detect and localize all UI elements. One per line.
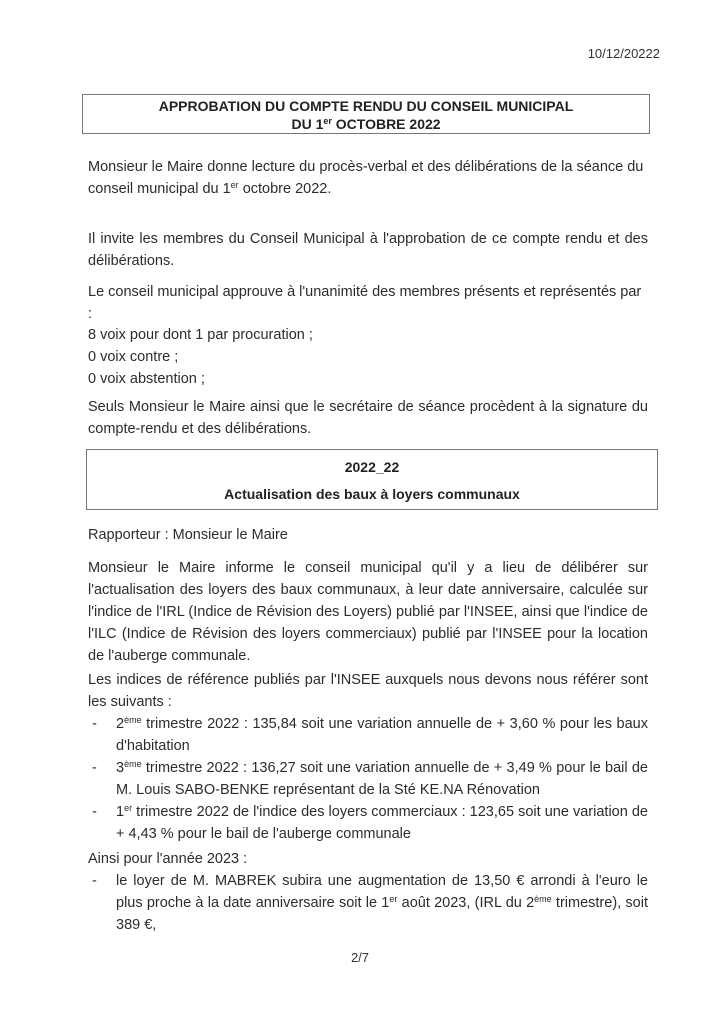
deliberation-subject: Actualisation des baux à loyers communaux [224, 486, 520, 502]
text: 3 [116, 760, 125, 776]
vote-abstention: 0 voix abstention ; [88, 371, 205, 387]
text: le loyer de M. MABREK subira une augmentation de 13,50 € arrondi à l'euro le plus proche à la date anniversaire soit le 1 [116, 873, 648, 911]
text: trimestre 2022 : 135,84 soit une variation annuelle de + 3,60 % pour les baux d'habitation [116, 716, 648, 754]
vote-against: 0 voix contre ; [88, 349, 179, 365]
paragraph-approval: Le conseil municipal approuve à l'unanimité des membres présents et représentés par : [88, 284, 642, 322]
paragraph-line: Monsieur le Maire donne lecture du procès-verbal et des délibérations de la séance du [88, 159, 644, 175]
rent-list [88, 870, 648, 936]
text: conseil municipal du 1 [88, 181, 231, 197]
paragraph-invitation: Il invite les membres du Conseil Municipal à l'approbation de ce compte rendu et des délibérations. [88, 231, 648, 269]
vote-list [88, 324, 648, 390]
title-text: OCTOBRE 2022 [331, 116, 441, 132]
text: trimestre 2022 : 136,27 soit une variation annuelle de + 3,49 % pour le bail de M. Louis SABO-BENKE représentant de la Sté KE.NA Rénovation [116, 760, 648, 798]
superscript: ème [124, 715, 142, 725]
text: août 2023, (IRL du 2 [397, 895, 535, 911]
index-item [88, 757, 648, 801]
section-title-line1: APPROBATION DU COMPTE RENDU DU CONSEIL MUNICIPAL [158, 98, 574, 114]
title-text: DU 1 [291, 116, 324, 132]
deliberation-number: 2022_22 [344, 459, 400, 475]
dash-bullet: - [92, 760, 97, 776]
deliberation-header-box [86, 449, 658, 510]
dash-bullet: - [92, 716, 97, 732]
superscript: ème [534, 894, 552, 904]
text: 1 [116, 804, 125, 820]
text: trimestre), soit 389 €, [116, 895, 648, 933]
dash-bullet: - [92, 804, 97, 820]
rent-item [88, 870, 648, 936]
section-title-box [82, 94, 650, 134]
paragraph-line [88, 178, 648, 200]
text: 2 [116, 716, 125, 732]
section-title-line2 [83, 115, 649, 133]
indices-list [88, 713, 648, 845]
index-item [88, 713, 648, 757]
paragraph-lecture [88, 156, 648, 200]
paragraph-year-2023: Ainsi pour l'année 2023 : [88, 851, 248, 867]
superscript: er [230, 180, 239, 190]
title-superscript: er [323, 116, 332, 126]
paragraph-signature: Seuls Monsieur le Maire ainsi que le secrétaire de séance procèdent à la signature du compte-rendu et des délibérations. [88, 399, 648, 437]
superscript: ème [124, 759, 142, 769]
paragraph-indices-intro: Les indices de référence publiés par l'INSEE auxquels nous devons nous référer sont les suivants : [88, 672, 648, 710]
superscript: er [124, 803, 133, 813]
superscript: er [389, 894, 398, 904]
page-number: 2/7 [350, 950, 370, 965]
text: trimestre 2022 de l'indice des loyers commerciaux : 123,65 soit une variation de + 4,43 % pour le bail de l'auberge communale [116, 804, 648, 842]
vote-for: 8 voix pour dont 1 par procuration ; [88, 327, 313, 343]
rapporteur: Rapporteur : Monsieur le Maire [88, 527, 288, 543]
dash-bullet: - [92, 873, 97, 889]
document-date: 10/12/20222 [587, 46, 660, 61]
text: octobre 2022. [238, 181, 332, 197]
index-item [88, 801, 648, 845]
paragraph-information: Monsieur le Maire informe le conseil municipal qu'il y a lieu de délibérer sur l'actualisation des loyers des baux communaux, à leur date anniversaire, calculée sur l'indice de l'IRL (Indice de Révision des Loyers) publié par l'INSEE, ainsi que l'indice de l'ILC (Indice de Révision des loyers commerciaux) publié par l'INSEE pour la location de l'auberge communale. [88, 560, 648, 664]
